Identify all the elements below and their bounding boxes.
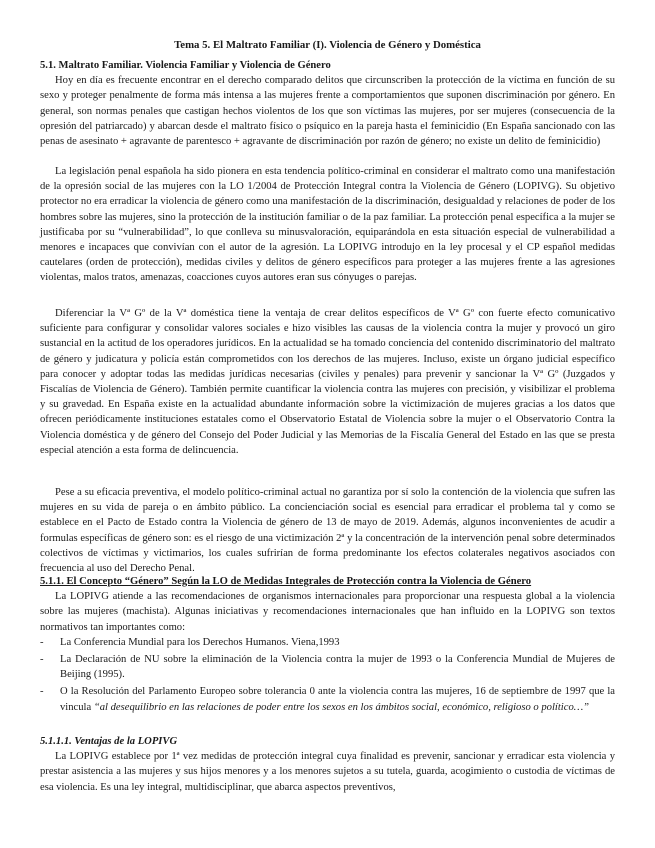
paragraph-block: [40, 306, 615, 458]
paragraph: La legislación penal española ha sido pionera en esta tendencia político-criminal en considerar el maltrato como una manifestación de la opresión social de las mujeres con la LO 1/2004 de Protección Integral contra la Violencia de Género (LOPIVG). Su objetivo protector no era erradicar la violencia de género como una manifestación de la discriminación, desigualdad y relaciones de poder de los hombres sobre las mujeres, sino la protección de la institución familiar o de la paz familiar. La protección penal específica a la mujer se justificaba por su “vulnerabilidad”, lo que conlleva su minusvaloración, equiparándola en esta situación especial de vulnerabilidad a menores e incapaces que convivían con el autor de la agresión. La LOPIVG introdujo en la ley procesal y el CP español medidas cautelares (orden de protección), medidas civiles y delitos de género específicos para proteger a las mujeres frente a las agresiones violentas, malos tratos, amenazas, coacciones cuyos autores eran sus cónyuges o parejas.: [40, 166, 615, 284]
subsubsection-heading: 5.1.1.1. Ventajas de la LOPIVG: [40, 736, 178, 747]
section-5-1: [40, 58, 615, 149]
dash-bullet: -: [40, 636, 44, 648]
list-item-text: La Declaración de NU sobre la eliminación de la Violencia contra la mujer de 1993 o la Conferencia Mundial de Mujeres de Beijing (1995).: [60, 654, 615, 681]
list-item: [40, 652, 615, 682]
quoted-text: “al desequilibrio en las relaciones de poder entre los sexos en los ámbitos social, económico, religioso o político…”: [93, 701, 590, 713]
paragraph: Pese a su eficacia preventiva, el modelo político-criminal actual no garantiza por sí solo la contención de la violencia que sufren las mujeres en su vida de pareja o en ámbito público. La concienciación social es esencial para erradicar el problema tal y como se establece en el Pacto de Estado contra la Violencia de género de 13 de mayo de 2019. Además, algunos inconvenientes de acudir a formulas específicas de género son: es el riesgo de una victimización 2ª y la concentración de la intervención penal sobre determinados colectivos de víctimas y victimarios, los cuales sufrirían de forma predominante los efectos colaterales negativos asociados con frecuencia al uso del Derecho Penal.: [40, 487, 615, 575]
section-heading: 5.1. Maltrato Familiar. Violencia Familiar y Violencia de Género: [40, 60, 331, 71]
paragraph: La LOPIVG atiende a las recomendaciones de organismos internacionales para proporcionar una respuesta global a la violencia sobre las mujeres (machista). Algunas iniciativas y recomendaciones internacionales que han influido en la LOPIVG son textos normativos tan importantes como:: [40, 591, 615, 633]
section-5-1-1: [40, 574, 615, 717]
paragraph: Hoy en día es frecuente encontrar en el derecho comparado delitos que circunscriben la protección de la víctima en función de su sexo y proteger penalmente de forma más intensa a las mujeres frente a comportamientos que suponen discriminación por género. En general, son normas penales que castigan hechos violentos de los que son víctimas las mujeres, por ser mujeres (consecuencia de la opresión del patriarcado) y abarcan desde el maltrato físico o psíquico en la pareja hasta el feminicidio (En España sancionado con las penas de asesinato + agravante de parentesco + agravante de discriminación por razón de género; no existe un delito de feminicidio): [40, 75, 615, 148]
reference-list: [40, 635, 615, 715]
list-item: [40, 635, 615, 650]
dash-bullet: -: [40, 654, 44, 666]
paragraph-block: [40, 485, 615, 576]
paragraph: La LOPIVG establece por 1ª vez medidas de protección integral cuya finalidad es prevenir, sancionar y erradicar esta violencia y prestar asistencia a las mujeres y sus hijos menores y a los menores sujetos a su tutela, guarda, acogimiento o custodia de víctimas de esa violencia. Es una ley integral, multidisciplinar, que abarca aspectos preventivos,: [40, 751, 615, 793]
section-5-1-1-1: [40, 734, 615, 795]
document-title: Tema 5. El Maltrato Familiar (I). Violencia de Género y Doméstica: [174, 39, 481, 51]
list-item-text: O la Resolución del Parlamento Europeo sobre tolerancia 0 ante la violencia contra las mujeres, 16 de septiembre de 1997 que la vincula: [60, 686, 615, 713]
dash-bullet: -: [40, 686, 44, 698]
list-item-text: La Conferencia Mundial para los Derechos Humanos. Viena,1993: [60, 636, 340, 648]
paragraph: Diferenciar la Vª Gº de la Vª doméstica tiene la ventaja de crear delitos específicos de Vª Gº con fuerte efecto comunicativo suficiente para configurar y consolidar valores sociales e hizo visibles las causas de la violencia contra la mujer y provocó un giro sustancial en la actitud de los operadores jurídicos. En la actualidad se ha tomado conciencia del contenido discriminatorio del maltrato de género y judicatura y policía están comprometidos con los derechos de las mujeres. Incluso, existe un órgano judicial específico para conocer y adoptar todas las medidas jurídicas necesarias (civiles y penales) para prevenir y sancionar la Vª Gº (Juzgados y Fiscalías de Violencia de Género). También permite cuantificar la violencia contra las mujeres con precisión, y visibilizar el problema y su gravedad. En España existe en la actualidad abundante información sobre la victimización de mujeres gracias a los datos que ofrecen periódicamente instituciones estatales como el Observatorio Estatal de Violencia sobre la mujer o el Observatorio Contra la Violencia doméstica y de género del Consejo del Poder Judicial y las Memorias de la Fiscalía General del Estado en las que se presta especial atención a esta forma de delincuencia.: [40, 308, 615, 456]
list-item: [40, 684, 615, 714]
subsection-heading: 5.1.1. El Concepto “Género” Según la LO de Medidas Integrales de Protección contra la Violencia de Género: [40, 576, 532, 587]
paragraph-block: [40, 164, 615, 286]
